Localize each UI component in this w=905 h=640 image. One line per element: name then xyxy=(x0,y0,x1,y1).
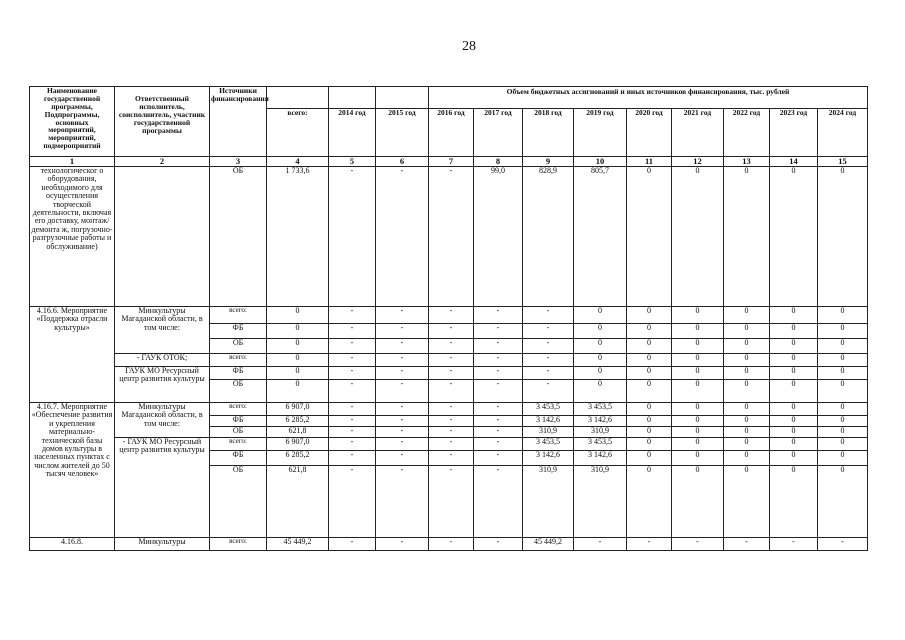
value-cell: 828,9 xyxy=(523,167,574,307)
value-cell: 45 449,2 xyxy=(523,538,574,551)
source-cell: ОБ xyxy=(210,380,267,403)
table-row xyxy=(30,354,868,367)
value-cell: 0 xyxy=(724,416,770,427)
measure-name: технологическог о оборудования, необходимого для осуществления творческой деятельности, включая его доставку, монтаж/демонта ж, погрузочно-разгрузочные работы и обслуживание) xyxy=(30,167,115,307)
header-year: 2015 год xyxy=(376,109,429,157)
header-year: 2020 год xyxy=(627,109,672,157)
value-cell: 3 142,6 xyxy=(574,451,627,466)
executor-cell: Минкультуры Магаданской области, в том числе: xyxy=(115,307,210,354)
executor-cell xyxy=(115,167,210,307)
value-cell: - xyxy=(329,466,376,538)
value-cell: - xyxy=(429,466,474,538)
source-cell: ОБ xyxy=(210,466,267,538)
value-cell: 0 xyxy=(627,354,672,367)
value-cell: - xyxy=(329,427,376,438)
value-cell: 0 xyxy=(818,307,868,324)
source-cell: всего: xyxy=(210,438,267,451)
value-cell: 0 xyxy=(770,380,818,403)
value-cell: - xyxy=(429,538,474,551)
value-cell: - xyxy=(474,307,523,324)
value-cell: 0 xyxy=(627,324,672,339)
header-year: 2024 год xyxy=(818,109,868,157)
source-cell: всего: xyxy=(210,307,267,324)
value-cell: 0 xyxy=(672,416,724,427)
value-cell: - xyxy=(672,538,724,551)
value-cell: - xyxy=(523,307,574,324)
value-cell: 0 xyxy=(672,324,724,339)
column-number: 9 xyxy=(523,157,574,167)
value-cell: - xyxy=(429,451,474,466)
value-cell: - xyxy=(474,438,523,451)
value-cell: - xyxy=(429,438,474,451)
executor-cell: Минкультуры Магаданской области, в том числе: xyxy=(115,403,210,438)
column-number: 2 xyxy=(115,157,210,167)
column-number: 15 xyxy=(818,157,868,167)
value-cell: - xyxy=(376,538,429,551)
header-year: 2017 год xyxy=(474,109,523,157)
value-cell: - xyxy=(376,466,429,538)
value-cell: - xyxy=(376,367,429,380)
value-cell: 45 449,2 xyxy=(267,538,329,551)
table-row xyxy=(30,367,868,380)
column-number: 3 xyxy=(210,157,267,167)
value-cell: 0 xyxy=(672,339,724,354)
value-cell: 310,9 xyxy=(523,466,574,538)
value-cell: 0 xyxy=(267,380,329,403)
source-cell: всего: xyxy=(210,403,267,416)
value-cell: 0 xyxy=(672,451,724,466)
value-cell: 0 xyxy=(818,324,868,339)
value-cell: - xyxy=(818,538,868,551)
value-cell: 0 xyxy=(818,438,868,451)
value-cell: 0 xyxy=(627,438,672,451)
value-cell: 0 xyxy=(627,451,672,466)
value-cell: - xyxy=(429,354,474,367)
value-cell: 0 xyxy=(267,367,329,380)
value-cell: 0 xyxy=(724,339,770,354)
value-cell: - xyxy=(376,427,429,438)
value-cell: - xyxy=(429,167,474,307)
value-cell: 0 xyxy=(770,367,818,380)
value-cell: 0 xyxy=(724,167,770,307)
executor-cell: - ГАУК ОТОК; xyxy=(115,354,210,367)
value-cell: 0 xyxy=(627,307,672,324)
source-cell: ОБ xyxy=(210,427,267,438)
header-name: Наименование государственной программы, Подпрограммы, основных мероприятий, мероприятий, подмероприятий xyxy=(30,87,115,157)
value-cell: - xyxy=(770,538,818,551)
value-cell: - xyxy=(429,324,474,339)
value-cell: 0 xyxy=(818,339,868,354)
value-cell: 0 xyxy=(724,466,770,538)
executor-cell: ГАУК МО Ресурсный центр развития культуры xyxy=(115,367,210,403)
source-cell: ФБ xyxy=(210,416,267,427)
column-number: 8 xyxy=(474,157,523,167)
value-cell: - xyxy=(523,324,574,339)
value-cell: - xyxy=(329,403,376,416)
header-total: всего: xyxy=(267,109,329,157)
source-cell: всего: xyxy=(210,354,267,367)
value-cell: 3 453,5 xyxy=(574,403,627,416)
value-cell: - xyxy=(474,403,523,416)
value-cell: 0 xyxy=(672,307,724,324)
value-cell: 6 285,2 xyxy=(267,416,329,427)
value-cell: 0 xyxy=(724,380,770,403)
value-cell: - xyxy=(523,354,574,367)
value-cell: - xyxy=(474,380,523,403)
value-cell: - xyxy=(474,416,523,427)
value-cell: 0 xyxy=(672,380,724,403)
value-cell: - xyxy=(474,324,523,339)
header-year: 2016 год xyxy=(429,109,474,157)
value-cell: 0 xyxy=(770,427,818,438)
value-cell: - xyxy=(429,380,474,403)
source-cell: ФБ xyxy=(210,324,267,339)
column-number: 11 xyxy=(627,157,672,167)
value-cell: 0 xyxy=(724,324,770,339)
value-cell: 0 xyxy=(267,339,329,354)
column-number: 13 xyxy=(724,157,770,167)
value-cell: 3 453,5 xyxy=(523,403,574,416)
value-cell: 0 xyxy=(267,324,329,339)
value-cell: - xyxy=(429,427,474,438)
source-cell: всего: xyxy=(210,538,267,551)
header-blank xyxy=(267,87,329,109)
value-cell: 310,9 xyxy=(574,427,627,438)
value-cell: - xyxy=(429,339,474,354)
value-cell: 0 xyxy=(267,354,329,367)
value-cell: - xyxy=(376,354,429,367)
value-cell: - xyxy=(523,339,574,354)
value-cell: 6 907,0 xyxy=(267,403,329,416)
value-cell: - xyxy=(474,538,523,551)
value-cell: 0 xyxy=(672,466,724,538)
measure-name: 4.16.6. Мероприятие «Поддержка отрасли культуры» xyxy=(30,307,115,403)
value-cell: - xyxy=(429,403,474,416)
value-cell: - xyxy=(474,427,523,438)
value-cell: - xyxy=(329,416,376,427)
source-cell: ОБ xyxy=(210,339,267,354)
column-number: 10 xyxy=(574,157,627,167)
value-cell: - xyxy=(474,367,523,380)
value-cell: 0 xyxy=(724,403,770,416)
value-cell: 0 xyxy=(818,167,868,307)
value-cell: 0 xyxy=(267,307,329,324)
value-cell: 3 142,6 xyxy=(523,416,574,427)
value-cell: 0 xyxy=(627,380,672,403)
value-cell: 0 xyxy=(770,307,818,324)
value-cell: 6 907,0 xyxy=(267,438,329,451)
value-cell: - xyxy=(523,367,574,380)
value-cell: - xyxy=(376,167,429,307)
header-year: 2018 год xyxy=(523,109,574,157)
column-number: 5 xyxy=(329,157,376,167)
column-number: 1 xyxy=(30,157,115,167)
value-cell: - xyxy=(574,538,627,551)
value-cell: 0 xyxy=(627,367,672,380)
table-row xyxy=(30,538,868,551)
header-sources: Источники финансирования xyxy=(210,87,267,157)
value-cell: - xyxy=(329,451,376,466)
value-cell: - xyxy=(376,416,429,427)
value-cell: 0 xyxy=(627,416,672,427)
value-cell: 0 xyxy=(627,466,672,538)
value-cell: - xyxy=(329,380,376,403)
source-cell: ФБ xyxy=(210,451,267,466)
header-blank xyxy=(329,87,376,109)
value-cell: - xyxy=(724,538,770,551)
value-cell: - xyxy=(376,403,429,416)
value-cell: 0 xyxy=(724,354,770,367)
value-cell: 621,8 xyxy=(267,466,329,538)
value-cell: 3 142,6 xyxy=(523,451,574,466)
executor-cell: - ГАУК МО Ресурсный центр развития культуры xyxy=(115,438,210,538)
value-cell: 0 xyxy=(770,451,818,466)
header-year: 2021 год xyxy=(672,109,724,157)
value-cell: - xyxy=(376,451,429,466)
executor-cell: Минкультуры xyxy=(115,538,210,551)
value-cell: - xyxy=(329,324,376,339)
value-cell: - xyxy=(474,339,523,354)
value-cell: 99,0 xyxy=(474,167,523,307)
value-cell: 0 xyxy=(574,367,627,380)
value-cell: 1 733,6 xyxy=(267,167,329,307)
value-cell: 0 xyxy=(818,403,868,416)
value-cell: 0 xyxy=(770,324,818,339)
value-cell: - xyxy=(329,367,376,380)
value-cell: 621,8 xyxy=(267,427,329,438)
page-number: 28 xyxy=(462,39,476,54)
value-cell: 0 xyxy=(770,438,818,451)
value-cell: 0 xyxy=(627,167,672,307)
value-cell: 0 xyxy=(672,438,724,451)
value-cell: - xyxy=(474,451,523,466)
value-cell: 0 xyxy=(818,416,868,427)
value-cell: 0 xyxy=(770,416,818,427)
value-cell: 0 xyxy=(672,354,724,367)
table-row xyxy=(30,167,868,307)
value-cell: 0 xyxy=(724,307,770,324)
value-cell: 0 xyxy=(724,438,770,451)
table-row xyxy=(30,438,868,451)
value-cell: - xyxy=(429,416,474,427)
value-cell: 0 xyxy=(770,354,818,367)
value-cell: 0 xyxy=(627,427,672,438)
value-cell: - xyxy=(429,307,474,324)
value-cell: 3 142,6 xyxy=(574,416,627,427)
value-cell: 0 xyxy=(770,167,818,307)
value-cell: 805,7 xyxy=(574,167,627,307)
value-cell: 0 xyxy=(627,403,672,416)
value-cell: 0 xyxy=(672,427,724,438)
column-number: 12 xyxy=(672,157,724,167)
measure-name: 4.16.8. xyxy=(30,538,115,551)
header-blank xyxy=(376,87,429,109)
measure-name: 4.16.7. Мероприятие «Обеспечение развития и укрепления материально-технической базы домов культуры в населенных пунктах с числом жителей до 50 тысяч человек» xyxy=(30,403,115,538)
header-year: 2019 год xyxy=(574,109,627,157)
source-cell: ФБ xyxy=(210,367,267,380)
column-number: 6 xyxy=(376,157,429,167)
column-number: 14 xyxy=(770,157,818,167)
value-cell: 0 xyxy=(770,466,818,538)
value-cell: 3 453,5 xyxy=(574,438,627,451)
value-cell: 0 xyxy=(770,403,818,416)
value-cell: 0 xyxy=(574,324,627,339)
table-row xyxy=(30,307,868,324)
value-cell: 0 xyxy=(574,307,627,324)
value-cell: - xyxy=(329,167,376,307)
header-budget-group: Объем бюджетных ассигнований и иных источников финансирования, тыс. рублей xyxy=(429,87,868,109)
table-row xyxy=(30,403,868,416)
value-cell: - xyxy=(429,367,474,380)
header-year: 2014 год xyxy=(329,109,376,157)
value-cell: - xyxy=(376,380,429,403)
value-cell: 0 xyxy=(724,367,770,380)
value-cell: - xyxy=(376,307,429,324)
value-cell: 0 xyxy=(672,403,724,416)
value-cell: 0 xyxy=(818,367,868,380)
value-cell: 0 xyxy=(770,339,818,354)
value-cell: - xyxy=(474,466,523,538)
value-cell: - xyxy=(329,538,376,551)
value-cell: - xyxy=(523,380,574,403)
value-cell: 310,9 xyxy=(523,427,574,438)
value-cell: 0 xyxy=(818,451,868,466)
value-cell: 310,9 xyxy=(574,466,627,538)
value-cell: - xyxy=(376,438,429,451)
value-cell: 0 xyxy=(574,339,627,354)
value-cell: 0 xyxy=(672,367,724,380)
value-cell: - xyxy=(329,354,376,367)
value-cell: 0 xyxy=(574,380,627,403)
value-cell: 0 xyxy=(627,339,672,354)
header-year: 2022 год xyxy=(724,109,770,157)
value-cell: 0 xyxy=(818,380,868,403)
value-cell: 0 xyxy=(672,167,724,307)
value-cell: 0 xyxy=(724,451,770,466)
value-cell: - xyxy=(474,354,523,367)
column-number: 7 xyxy=(429,157,474,167)
budget-table xyxy=(29,86,868,551)
source-cell: ОБ xyxy=(210,167,267,307)
value-cell: - xyxy=(329,339,376,354)
value-cell: 0 xyxy=(818,466,868,538)
header-executor: Ответственный исполнитель, соисполнитель, участник государственной программы xyxy=(115,87,210,157)
value-cell: 0 xyxy=(818,354,868,367)
value-cell: - xyxy=(376,339,429,354)
value-cell: - xyxy=(329,307,376,324)
header-year: 2023 год xyxy=(770,109,818,157)
value-cell: - xyxy=(627,538,672,551)
value-cell: - xyxy=(329,438,376,451)
value-cell: 0 xyxy=(818,427,868,438)
value-cell: 3 453,5 xyxy=(523,438,574,451)
value-cell: 0 xyxy=(724,427,770,438)
column-number: 4 xyxy=(267,157,329,167)
value-cell: 0 xyxy=(574,354,627,367)
value-cell: 6 285,2 xyxy=(267,451,329,466)
value-cell: - xyxy=(376,324,429,339)
